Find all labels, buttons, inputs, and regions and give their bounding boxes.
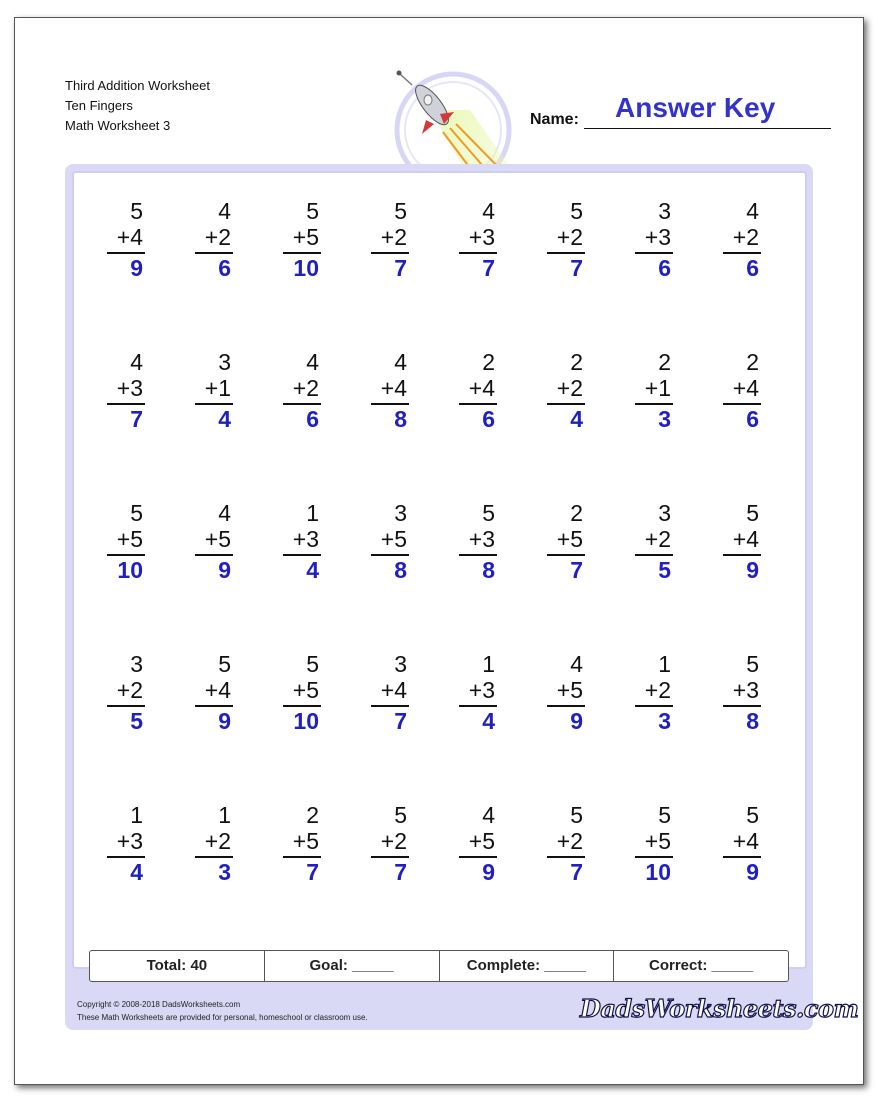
addend-top: 4: [482, 198, 495, 224]
addend-bottom: +5: [292, 224, 319, 250]
answer: 9: [570, 708, 583, 734]
addend-bottom: +5: [644, 828, 671, 854]
addend-top: 2: [570, 500, 583, 526]
addend-top: 4: [218, 500, 231, 526]
addition-problem: [627, 500, 673, 584]
score-complete: Complete: _____: [440, 951, 615, 981]
addition-problem: [627, 802, 673, 886]
addend-top: 5: [482, 500, 495, 526]
addend-bottom: +2: [556, 828, 583, 854]
addend-top: 2: [746, 349, 759, 375]
usage-notice: These Math Worksheets are provided for personal, homeschool or classroom use.: [77, 1013, 368, 1022]
answer: 9: [482, 859, 495, 885]
problems-area: [72, 171, 807, 969]
answer: 7: [570, 557, 583, 583]
addend-bottom: +5: [380, 526, 407, 552]
addend-bottom: +5: [292, 828, 319, 854]
addend-top: 5: [746, 651, 759, 677]
addend-top: 5: [306, 198, 319, 224]
addition-problem: [99, 500, 145, 584]
answer: 6: [482, 406, 495, 432]
answer: 5: [658, 557, 671, 583]
addend-top: 1: [306, 500, 319, 526]
addition-problem: [363, 802, 409, 886]
addend-top: 5: [394, 198, 407, 224]
addend-top: 5: [130, 198, 143, 224]
addition-problem: [187, 500, 233, 584]
answer: 3: [658, 708, 671, 734]
addend-bottom: +4: [732, 828, 759, 854]
addition-problem: [275, 198, 321, 282]
addition-problem: [99, 802, 145, 886]
addend-top: 5: [570, 802, 583, 828]
addend-bottom: +2: [204, 828, 231, 854]
addend-top: 2: [570, 349, 583, 375]
addend-top: 5: [394, 802, 407, 828]
addend-top: 4: [570, 651, 583, 677]
answer-key-text: Answer Key: [615, 92, 776, 123]
addend-top: 3: [130, 651, 143, 677]
addend-top: 5: [746, 802, 759, 828]
answer: 7: [394, 859, 407, 885]
addend-bottom: +2: [556, 224, 583, 250]
addition-problem: [539, 500, 585, 584]
score-total: Total: 40: [90, 951, 265, 981]
addition-problem: [627, 651, 673, 735]
addition-problem: [363, 349, 409, 433]
addend-top: 4: [746, 198, 759, 224]
footer: [77, 998, 368, 1024]
addend-bottom: +2: [292, 375, 319, 401]
addend-bottom: +4: [204, 677, 231, 703]
addend-top: 5: [130, 500, 143, 526]
answer: 3: [218, 859, 231, 885]
addend-top: 4: [394, 349, 407, 375]
addend-top: 1: [482, 651, 495, 677]
answer: 9: [218, 557, 231, 583]
answer: 7: [482, 255, 495, 281]
addition-problem: [451, 349, 497, 433]
addition-problem: [715, 349, 761, 433]
addend-top: 5: [306, 651, 319, 677]
score-correct: Correct: _____: [649, 957, 754, 974]
addend-bottom: +5: [468, 828, 495, 854]
score-bar: [89, 950, 789, 982]
addend-top: 1: [218, 802, 231, 828]
addition-problem: [451, 198, 497, 282]
addend-bottom: +3: [468, 526, 495, 552]
addend-top: 5: [570, 198, 583, 224]
addend-top: 1: [658, 651, 671, 677]
answer: 6: [746, 255, 759, 281]
answer: 10: [645, 859, 671, 885]
answer: 6: [658, 255, 671, 281]
answer: 9: [746, 557, 759, 583]
answer: 7: [394, 708, 407, 734]
addend-bottom: +2: [380, 828, 407, 854]
addition-problem: [363, 651, 409, 735]
answer: 10: [293, 708, 319, 734]
addend-top: 2: [482, 349, 495, 375]
addition-problem: [451, 500, 497, 584]
addend-top: 5: [218, 651, 231, 677]
worksheet-subtitle: Ten Fingers: [65, 98, 133, 113]
addend-top: 3: [218, 349, 231, 375]
answer: 6: [306, 406, 319, 432]
addition-problem: [99, 651, 145, 735]
worksheet-page: [14, 17, 864, 1085]
addend-bottom: +4: [380, 677, 407, 703]
addend-bottom: +5: [116, 526, 143, 552]
addend-bottom: +4: [732, 526, 759, 552]
answer: 10: [293, 255, 319, 281]
answer: 10: [117, 557, 143, 583]
answer: 6: [746, 406, 759, 432]
addition-problem: [539, 651, 585, 735]
addend-top: 1: [130, 802, 143, 828]
answer: 7: [394, 255, 407, 281]
addition-problem: [715, 651, 761, 735]
addend-top: 2: [658, 349, 671, 375]
addition-problem: [627, 198, 673, 282]
addition-problem: [627, 349, 673, 433]
score-goal: Goal: _____: [265, 951, 440, 981]
answer: 8: [394, 557, 407, 583]
addition-problem: [187, 802, 233, 886]
answer: 9: [130, 255, 143, 281]
addition-problem: [539, 802, 585, 886]
addend-top: 4: [306, 349, 319, 375]
addend-bottom: +1: [644, 375, 671, 401]
answer: 7: [306, 859, 319, 885]
addend-bottom: +3: [732, 677, 759, 703]
addition-problem: [187, 651, 233, 735]
addend-bottom: +1: [204, 375, 231, 401]
answer: 3: [658, 406, 671, 432]
addend-top: 2: [306, 802, 319, 828]
addend-bottom: +4: [468, 375, 495, 401]
addend-bottom: +2: [644, 677, 671, 703]
name-line: [584, 128, 831, 129]
answer: 8: [482, 557, 495, 583]
addend-bottom: +2: [116, 677, 143, 703]
addition-problem: [451, 651, 497, 735]
answer: 4: [306, 557, 319, 583]
addend-top: 4: [130, 349, 143, 375]
addend-bottom: +4: [732, 375, 759, 401]
answer: 4: [130, 859, 143, 885]
addition-problem: [539, 349, 585, 433]
addition-problem: [187, 349, 233, 433]
name-label: Name:: [530, 111, 579, 128]
answer: 5: [130, 708, 143, 734]
addend-bottom: +5: [292, 677, 319, 703]
copyright-text: Copyright © 2008-2018 DadsWorksheets.com: [77, 1000, 241, 1009]
addend-bottom: +3: [292, 526, 319, 552]
answer: 8: [746, 708, 759, 734]
answer: 6: [218, 255, 231, 281]
addition-problem: [99, 349, 145, 433]
addend-bottom: +3: [644, 224, 671, 250]
answer: 4: [482, 708, 495, 734]
answer: 7: [130, 406, 143, 432]
worksheet-info: [65, 76, 210, 136]
answer: 8: [394, 406, 407, 432]
addend-bottom: +2: [556, 375, 583, 401]
answer: 9: [218, 708, 231, 734]
addend-bottom: +2: [732, 224, 759, 250]
addition-problem: [187, 198, 233, 282]
addend-top: 3: [394, 651, 407, 677]
answer: 9: [746, 859, 759, 885]
addend-top: 5: [746, 500, 759, 526]
addend-bottom: +4: [116, 224, 143, 250]
worksheet-title: Third Addition Worksheet: [65, 78, 210, 93]
worksheet-number: Math Worksheet 3: [65, 118, 171, 133]
addend-bottom: +5: [556, 677, 583, 703]
addend-bottom: +2: [644, 526, 671, 552]
addend-bottom: +2: [380, 224, 407, 250]
addend-bottom: +4: [380, 375, 407, 401]
answer: 7: [570, 859, 583, 885]
answer: 4: [570, 406, 583, 432]
addend-top: 3: [658, 198, 671, 224]
addend-top: 4: [218, 198, 231, 224]
addition-problem: [451, 802, 497, 886]
addition-problem: [363, 500, 409, 584]
addition-problem: [363, 198, 409, 282]
addend-bottom: +3: [468, 677, 495, 703]
addition-problem: [99, 198, 145, 282]
answer: 4: [218, 406, 231, 432]
addition-problem: [715, 198, 761, 282]
answer: 7: [570, 255, 583, 281]
addend-top: 4: [482, 802, 495, 828]
addend-bottom: +5: [204, 526, 231, 552]
addition-problem: [275, 500, 321, 584]
addition-problem: [275, 802, 321, 886]
addend-top: 3: [658, 500, 671, 526]
addition-problem: [539, 198, 585, 282]
addition-problem: [715, 500, 761, 584]
addend-top: 5: [658, 802, 671, 828]
addend-bottom: +3: [116, 828, 143, 854]
addition-problem: [715, 802, 761, 886]
brand-logo: DadsWorksheets.com: [580, 994, 859, 1023]
addend-bottom: +5: [556, 526, 583, 552]
addend-bottom: +3: [116, 375, 143, 401]
addend-bottom: +2: [204, 224, 231, 250]
addition-problem: [275, 349, 321, 433]
addend-bottom: +3: [468, 224, 495, 250]
addition-problem: [275, 651, 321, 735]
addend-top: 3: [394, 500, 407, 526]
